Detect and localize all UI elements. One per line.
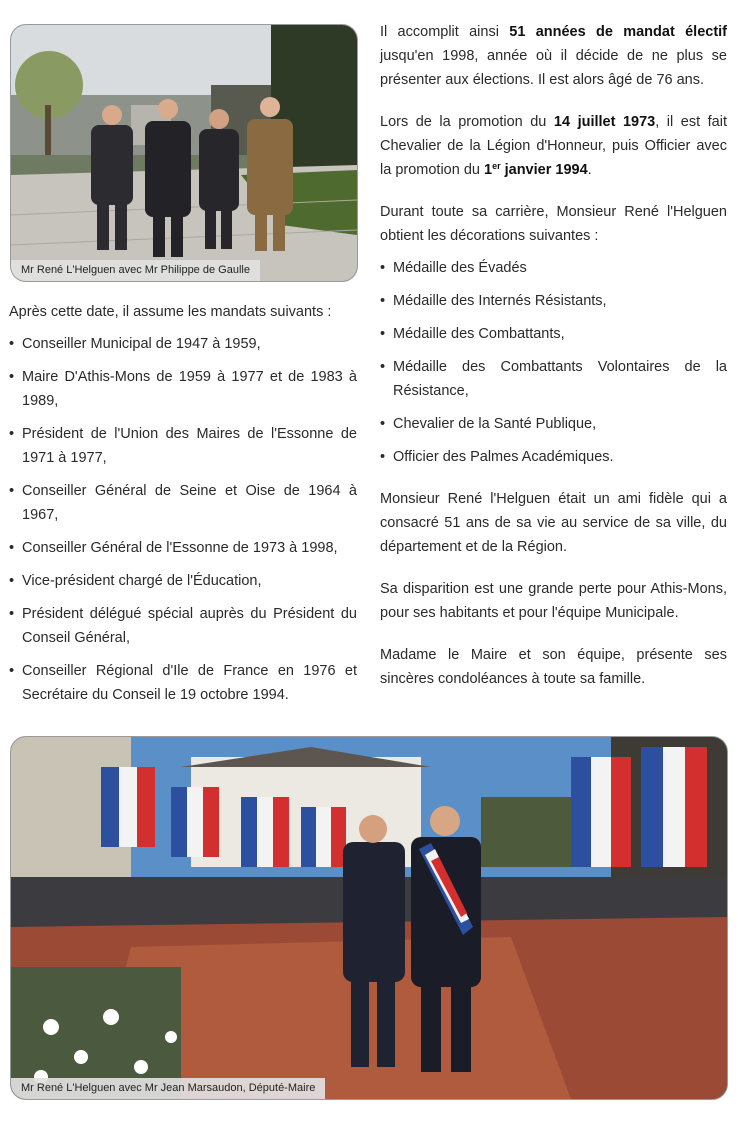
- list-item: • Conseiller Général de l'Essonne de 1973 à 1998,: [9, 536, 357, 560]
- text: Il accomplit ainsi: [380, 24, 510, 40]
- text: .: [587, 162, 592, 178]
- photo-illustration: [11, 25, 357, 281]
- highlight: [484, 162, 588, 178]
- text: jusqu'en 1998, année où il décide de ne plus se présenter aux élections. Il est alors âgé de 76 ans.: [380, 48, 727, 88]
- photo-philippe-de-gaulle: [10, 24, 358, 282]
- list-item: • Conseiller Municipal de 1947 à 1959,: [9, 332, 357, 356]
- decorations-intro: Durant toute sa carrière, Monsieur René l'Helguen obtient les décorations suivantes :: [380, 204, 727, 244]
- photo-caption: Mr René L'Helguen avec Mr Jean Marsaudon, Député-Maire: [11, 1078, 325, 1099]
- photo-jean-marsaudon: [10, 736, 728, 1100]
- list-item: • Président de l'Union des Maires de l'Essonne de 1971 à 1977,: [9, 422, 357, 470]
- photo-caption: Mr René L'Helguen avec Mr Philippe de Gaulle: [11, 260, 260, 281]
- mandates-intro: Après cette date, il assume les mandats suivants :: [9, 304, 332, 320]
- mandate-paragraph: [380, 20, 727, 92]
- highlight: 51 années de mandat électif: [509, 24, 728, 40]
- list-item: • Médaille des Combattants Volontaires de la Résistance,: [380, 355, 727, 403]
- text: 1: [483, 162, 493, 178]
- superscript: er: [492, 161, 501, 171]
- list-item: • Médaille des Internés Résistants,: [380, 289, 727, 313]
- list-item: • Médaille des Combattants,: [380, 322, 727, 346]
- honour-paragraph: [380, 110, 727, 182]
- list-item: • Maire D'Athis-Mons de 1959 à 1977 et de 1983 à 1989,: [9, 365, 357, 413]
- mandates-section: [9, 300, 357, 716]
- condolences-paragraph: Madame le Maire et son équipe, présente ses sincères condoléances à toute sa famille.: [380, 647, 727, 687]
- list-item: • Chevalier de la Santé Publique,: [380, 412, 727, 436]
- list-item: • Conseiller Général de Seine et Oise de 1964 à 1967,: [9, 479, 357, 527]
- mandates-list: [9, 332, 357, 707]
- list-item: • Vice-président chargé de l'Éducation,: [9, 569, 357, 593]
- highlight: 14 juillet 1973: [553, 114, 656, 130]
- loss-paragraph: Sa disparition est une grande perte pour Athis-Mons, pour ses habitants et pour l'équipe Municipale.: [380, 581, 727, 621]
- text: Lors de la promotion du: [380, 114, 554, 130]
- biography-section: [380, 20, 727, 709]
- list-item: • Officier des Palmes Académiques.: [380, 445, 727, 469]
- text: janvier 1994: [500, 162, 588, 178]
- list-item: • Conseiller Régional d'Ile de France en 1976 et Secrétaire du Conseil le 19 octobre 1994.: [9, 659, 357, 707]
- text: , il est fait Chevalier de la Légion d'Honneur, puis Officier avec la promotion du: [380, 114, 727, 178]
- tribute-paragraph: Monsieur René l'Helguen était un ami fidèle qui a consacré 51 ans de sa vie au service de sa ville, du département et de la Région.: [380, 491, 727, 555]
- decorations-list: [380, 256, 727, 469]
- list-item: • Président délégué spécial auprès du Président du Conseil Général,: [9, 602, 357, 650]
- ceremony-illustration: [11, 737, 727, 1099]
- list-item: • Médaille des Évadés: [380, 256, 727, 280]
